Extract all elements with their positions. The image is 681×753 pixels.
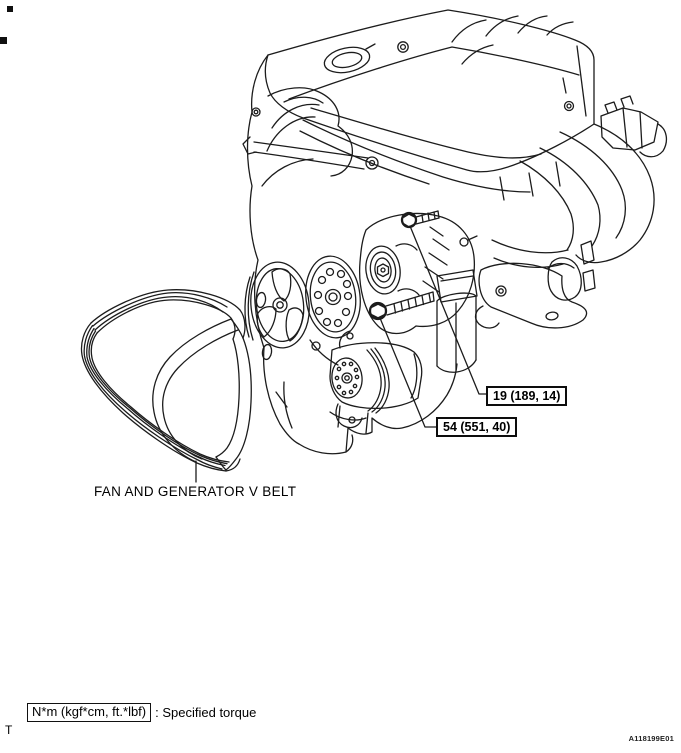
leader-lines — [196, 226, 486, 482]
torque-legend — [27, 703, 256, 722]
torque-legend-description: : Specified torque — [155, 705, 257, 720]
drawing-code: A118199E01 — [628, 734, 674, 743]
v-belt-illustration — [81, 290, 251, 471]
torque-callout-pivot-bolt: 19 (189, 14) — [486, 386, 567, 406]
adjust-bolt-leader-line — [380, 318, 436, 427]
engine-illustration — [243, 10, 666, 454]
page-marker: T — [5, 723, 13, 737]
adjusting-bolt-marker — [370, 292, 434, 319]
torque-callout-adjusting-bolt: 54 (551, 40) — [436, 417, 517, 437]
torque-unit-box: N*m (kgf*cm, ft.*lbf) — [27, 703, 151, 722]
belt-label: FAN AND GENERATOR V BELT — [94, 484, 297, 499]
